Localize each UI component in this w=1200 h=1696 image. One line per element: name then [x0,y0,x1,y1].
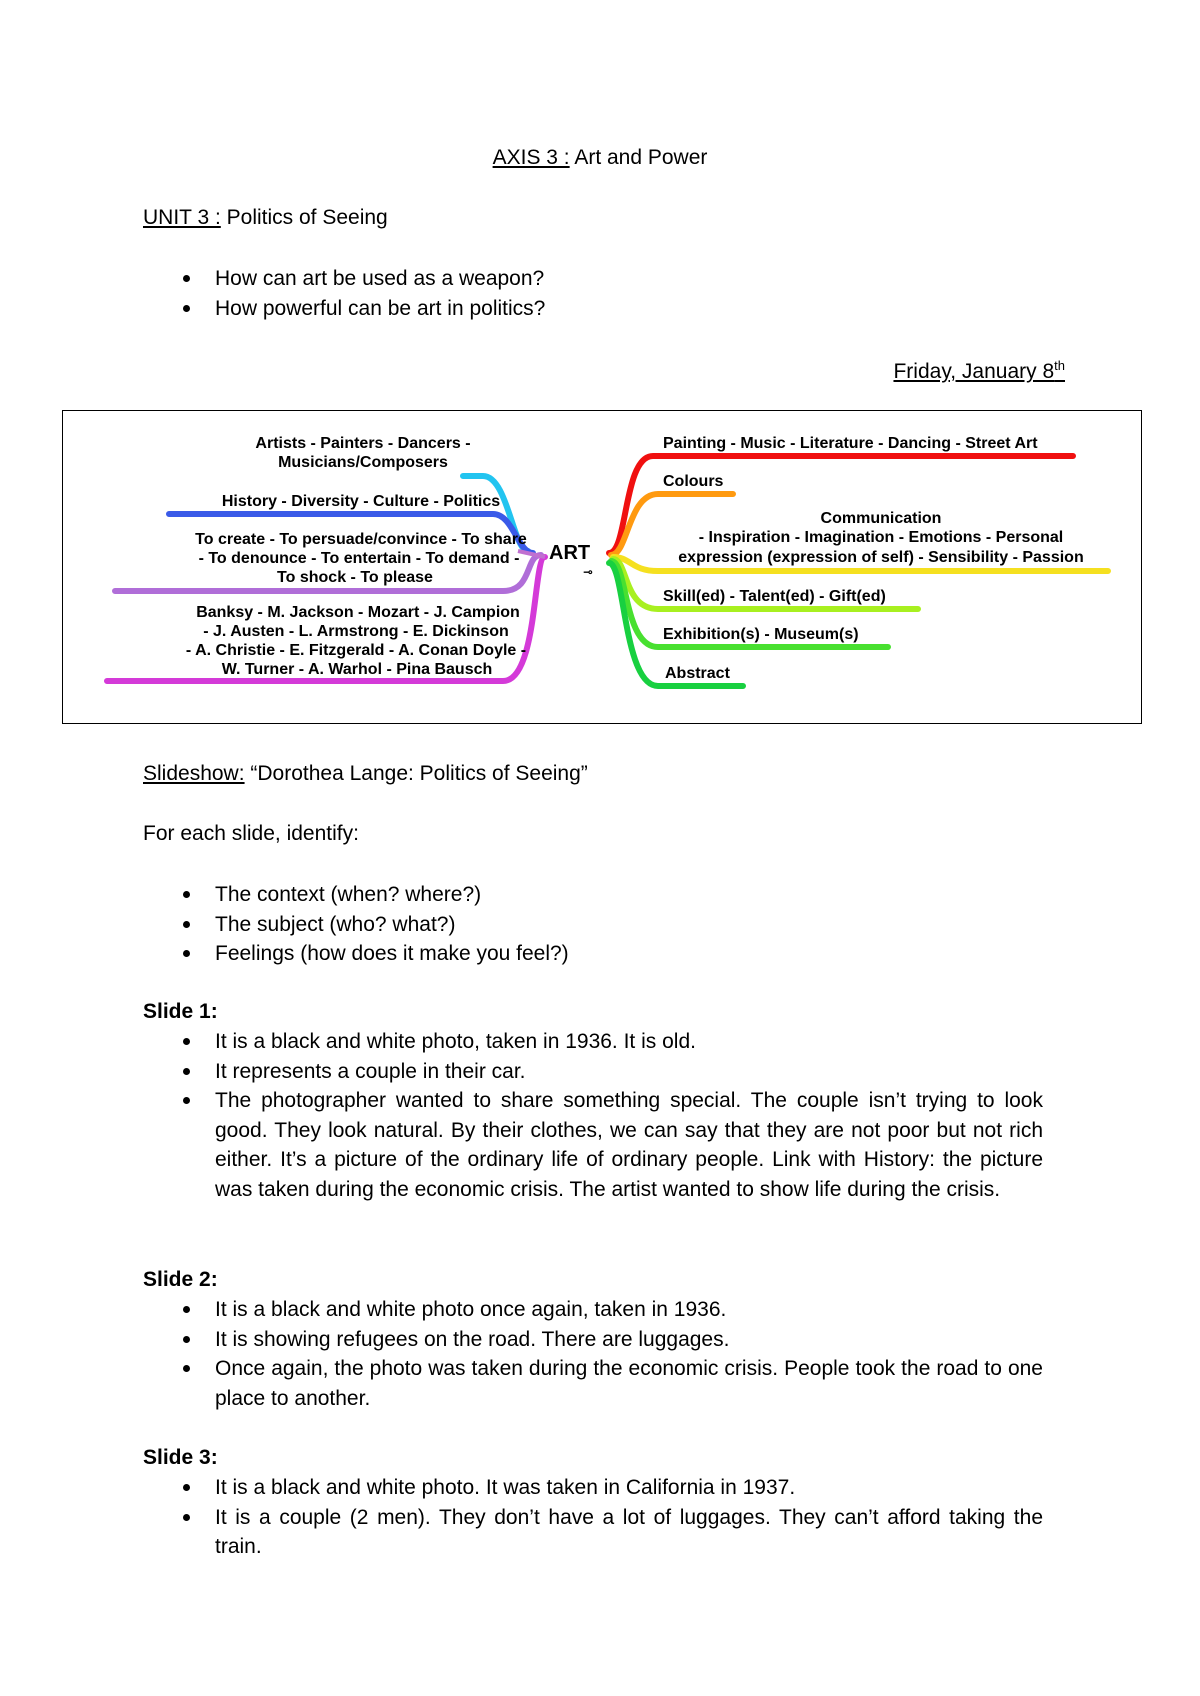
node-names-line4: W. Turner - A. Warhol - Pina Bausch [221,661,493,678]
unit-title-text: Politics of Seeing [220,206,388,229]
list-item: The subject (who? what?) [143,910,1043,940]
node-abstract: Abstract [665,665,730,682]
list-item: It is a black and white photo, taken in 1936. It is old. [143,1027,1043,1057]
node-artists-line1: Artists - Painters - Dancers - [255,435,471,452]
slideshow-title-text: “Dorothea Lange: Politics of Seeing” [244,762,588,785]
mind-map-diagram [63,411,1143,725]
slide-1-notes [143,1027,1043,1204]
prompt-list [143,880,1043,969]
list-item: It is a couple (2 men). They don’t have a lot of luggages. They can’t afford taking the train. [143,1503,1043,1562]
slideshow-label: Slideshow: [143,762,245,785]
center-link-icon: ⊸ [583,565,594,579]
slide-2-notes [143,1295,1043,1413]
slide-3-notes [143,1473,1043,1562]
unit-title [143,204,388,232]
list-item: Feelings (how does it make you feel?) [143,939,1043,969]
list-item: How can art be used as a weapon? [143,264,1043,294]
date [893,352,1065,386]
unit-prefix: UNIT 3 : [143,206,221,229]
list-item: It is a black and white photo once again, taken in 1936. [143,1295,1043,1325]
list-item: Once again, the photo was taken during the economic crisis. People took the road to one place to another. [143,1354,1043,1413]
node-skills: Skill(ed) - Talent(ed) - Gift(ed) [663,588,886,605]
axis-prefix: AXIS 3 : [492,146,570,169]
node-purposes-line3: To shock - To please [277,569,433,586]
slideshow-title [143,760,588,788]
axis-title-text: Art and Power [569,146,708,169]
list-item: It is a black and white photo. It was taken in California in 1937. [143,1473,1043,1503]
slide-1-heading: Slide 1: [143,1000,218,1023]
list-item: It represents a couple in their car. [143,1057,1043,1087]
node-names-line2: - J. Austen - L. Armstrong - E. Dickinson [203,623,509,640]
date-suffix: th [1054,358,1065,373]
axis-title [0,144,1200,172]
mind-map-center: ART [549,542,591,564]
node-history: History - Diversity - Culture - Politics [221,493,501,510]
node-names-line1: Banksy - M. Jackson - Mozart - J. Campion [196,604,520,621]
question-list [143,264,1043,323]
node-exhibitions: Exhibition(s) - Museum(s) [663,626,859,643]
slide-2-heading: Slide 2: [143,1268,218,1291]
list-item: The context (when? where?) [143,880,1043,910]
art-mind-map [62,410,1142,724]
slide-3-heading: Slide 3: [143,1446,218,1469]
node-purposes-line2: - To denounce - To entertain - To demand - [198,550,520,567]
node-communication-line2: - Inspiration - Imagination - Emotions - Personal [698,529,1064,546]
node-colours: Colours [663,473,724,490]
node-artists-line2: Musicians/Composers [278,454,448,471]
node-arts: Painting - Music - Literature - Dancing - Street Art [663,435,1038,452]
node-names-line3: - A. Christie - E. Fitzgerald - A. Conan Doyle - [185,642,527,659]
list-item: It is showing refugees on the road. There are luggages. [143,1325,1043,1355]
slideshow-instruction: For each slide, identify: [143,822,359,845]
node-communication-line3: expression (expression of self) - Sensibility - Passion [678,549,1084,566]
node-communication-line1: Communication [820,510,942,527]
list-item: The photographer wanted to share something special. The couple isn’t trying to look good. They look natural. By their clothes, we can say that they are not poor but not rich either. It’s a picture of the ordinary life of ordinary people. Link with History: the picture was taken during the economic crisis. The artist wanted to show life during the crisis. [143,1086,1043,1204]
date-text: Friday, January 8 [893,360,1055,383]
node-purposes-line1: To create - To persuade/convince - To share [195,531,527,548]
list-item: How powerful can be art in politics? [143,294,1043,324]
